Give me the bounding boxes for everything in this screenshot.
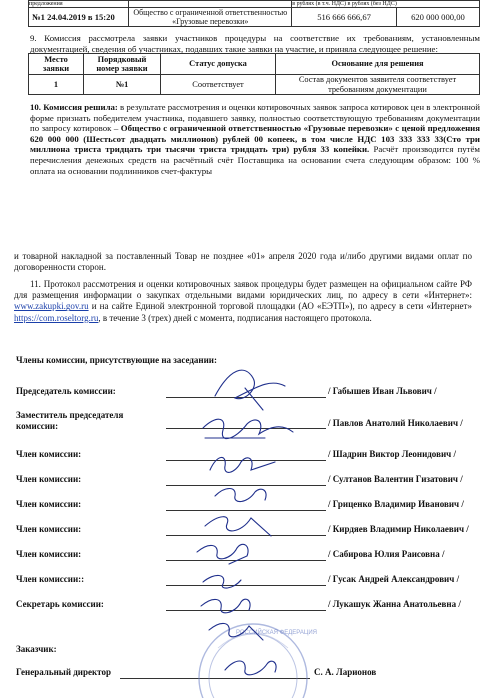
decision-table (28, 53, 480, 95)
decision-cell-status: Соответствует (161, 75, 276, 95)
member-role: Член комиссии:: (16, 574, 85, 584)
signature-9-icon (209, 623, 263, 640)
member-name: / Гриценко Владимир Иванович / (328, 499, 464, 509)
member-name: / Лукашук Жанна Анатольевна / (328, 599, 461, 609)
signature-10-icon (225, 661, 276, 675)
bid-price-1: 516 666 666,67 (292, 8, 397, 27)
zakupki-link[interactable]: www.zakupki.gov.ru (14, 301, 89, 312)
member-name: / Габышев Иван Львович / (328, 386, 437, 396)
member-role: Член комиссии: (16, 449, 82, 459)
paragraph-11 (14, 279, 472, 324)
signature-2-icon (203, 419, 293, 438)
signature-6-icon (197, 544, 248, 564)
member-role: Член комиссии: (16, 524, 82, 534)
member-name: / Шадрин Виктор Леонидович / (328, 449, 456, 459)
decision-header-basis: Основание для решения (276, 54, 480, 75)
bid-org: Общество с ограниченной ответственностью «Грузовые перевозки» (129, 8, 292, 27)
director-name: С. А. Ларионов (314, 667, 377, 677)
signature-5-icon (205, 517, 271, 536)
paragraph-9: 9. Комиссия рассмотрела заявки участников процедуры на соответствие их требованиям, установленным документацией, сведения об участниках, подавших такие заявки на участие, и приняла следующее решение: (30, 33, 480, 54)
members-title: Члены комиссии, присутствующие на заседании: (16, 355, 217, 365)
paragraph-10-label: 10. Комиссия решила: (30, 102, 118, 112)
roseltorg-link[interactable]: https://com.roseltorg.ru (14, 312, 99, 323)
bid-number-date: №1 24.04.2019 в 15:20 (29, 8, 129, 27)
paragraph-11-c: , в течение 3 (трех) дней с момента, подписания настоящего протокола. (98, 312, 372, 323)
signature-8-icon (201, 599, 250, 613)
stamp-text: РОССИЙСКАЯ ФЕДЕРАЦИЯ (236, 630, 317, 636)
price-table (28, 0, 480, 27)
document-page-1 (0, 0, 485, 222)
member-name: / Павлов Анатолий Николаевич / (328, 418, 463, 428)
document-page-2 (0, 240, 485, 692)
member-name: / Сабирова Юлия Раисовна / (328, 549, 445, 559)
member-role: Член комиссии: (16, 549, 82, 559)
paragraph-10-text-c: Расчёт производится путём перечисления денежных средств на расчётный счёт Поставщика на основании счета следующим образом: 100 % оплата на основании подлинников счет-фактуры (30, 144, 480, 176)
member-name: / Кирдяев Владимир Николаевич / (328, 524, 469, 534)
member-name: / Гусак Андрей Александрович / (328, 574, 460, 584)
signature-3-icon (210, 457, 275, 472)
paragraph-10-text-a: в результате рассмотрения и оценки котировочных заявок запроса котировок цен в электронной форме признать победителем участника, подавшего заявку, полностью соответствующую требованиям документации по запросу котировок – (30, 102, 480, 134)
bid-price-2: 620 000 000,00 (396, 8, 479, 27)
member-role: Секретарь комиссии: (16, 599, 104, 609)
decision-header-status: Статус допуска (161, 54, 276, 75)
price-table-cut-right: в рублях (в т.ч. НДС) в рублях (без НДС) (292, 1, 480, 8)
decision-cell-number: №1 (84, 75, 161, 95)
signature-7-icon (203, 575, 241, 588)
signature-1-icon (215, 370, 285, 410)
member-name: / Султанов Валентин Гизатович / (328, 474, 463, 484)
signature-4-icon (215, 489, 266, 502)
member-role: Председатель комиссии: (16, 386, 116, 396)
decision-cell-place: 1 (29, 75, 84, 95)
decision-header-number: Порядковый номер заявки (84, 54, 161, 75)
customer-label: Заказчик: (16, 644, 57, 654)
price-table-cut-cell: предложения (29, 1, 129, 8)
member-role: Член комиссии: (16, 474, 82, 484)
member-role: Заместитель председателя комиссии: (16, 410, 124, 431)
page-gap (0, 222, 485, 240)
paragraph-10-text-bold: Общество с ограниченной ответственностью «Грузовые перевозки» с ценой предложения 620 000 000 (Шестьсот двадцать миллионов) рублей 00 копеек, в том числе НДС 103 333 333 33(Сто три миллиона триста тридцать три тысячи триста тридцать три) рубля 33 копейки. (30, 123, 480, 155)
director-role: Генеральный директор (16, 667, 111, 677)
paragraph-10 (30, 102, 480, 176)
decision-header-place: Место заявки (29, 54, 84, 75)
paragraph-11-b: и на сайте Единой электронной торговой площадки (АО «ЕЭТП»), по адресу в сети «Интернет» (88, 301, 472, 312)
paragraph-11-a: 11. Протокол рассмотрения и оценки котировочных заявок процедуры будет размещен на официальном сайте РФ для размещения информации о закупках отдельными видами юридических лиц, по адресу в сети «Интернет»: (14, 279, 472, 301)
member-role: Член комиссии: (16, 499, 82, 509)
continuation-text: и товарной накладной за поставленный Товар не позднее «01» апреля 2020 года и/либо другими видами оплат по договоренности сторон. (14, 251, 472, 273)
decision-cell-basis: Состав документов заявителя соответствует требованиям документации (276, 75, 480, 95)
signatures-overlay (175, 358, 325, 688)
